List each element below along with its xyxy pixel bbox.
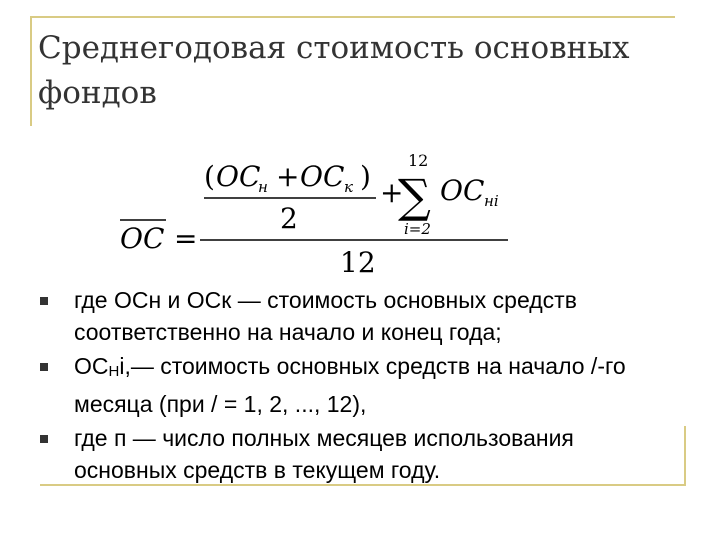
bullet-text: i,— стоимость основных средств на начало /-го месяца (при / = 1, 2, ..., 12), [74, 353, 626, 417]
bullet-list [40, 284, 680, 488]
bullet-marker [40, 297, 48, 305]
sum-lower-limit: i=2 [404, 220, 431, 238]
close-paren: ) [360, 160, 371, 193]
term-oc-start: OC [216, 160, 261, 193]
plus-sign-2: + [380, 176, 404, 209]
frame-right-line [684, 426, 686, 486]
term-oc-start-sub: н [258, 178, 268, 196]
bullet-subscript: Н [108, 363, 120, 380]
average-annual-cost-formula [108, 150, 528, 280]
inner-denominator: 2 [280, 202, 298, 235]
sum-upper-limit: 12 [408, 151, 429, 170]
frame-top-line [30, 16, 675, 18]
bullet-item-1 [40, 284, 680, 348]
bullet-item-3 [40, 422, 680, 486]
sum-symbol: ∑ [398, 169, 431, 223]
bullet-lead: ОС [74, 353, 109, 379]
bullet-text: где п — число полных месяцев использования основных средств в текущем году. [74, 425, 574, 483]
plus-sign-1: + [276, 160, 300, 193]
lhs-symbol: OC [120, 222, 165, 255]
bullet-marker [40, 435, 48, 443]
slide-title: Среднегодовая стоимость основных фондов [38, 30, 630, 111]
frame-left-line [30, 16, 32, 126]
bullet-marker [40, 363, 48, 371]
term-oc-end-sub: к [344, 178, 353, 196]
outer-denominator: 12 [340, 246, 376, 279]
equals-sign: = [174, 222, 198, 255]
sum-term-sub: нi [484, 192, 499, 210]
bullet-item-2 [40, 350, 680, 420]
term-oc-end: OC [300, 160, 345, 193]
open-paren: ( [204, 160, 215, 193]
sum-term: OC [440, 174, 485, 207]
bullet-text: где ОСн и ОСк — стоимость основных средств соответственно на начало и конец года; [74, 287, 577, 345]
